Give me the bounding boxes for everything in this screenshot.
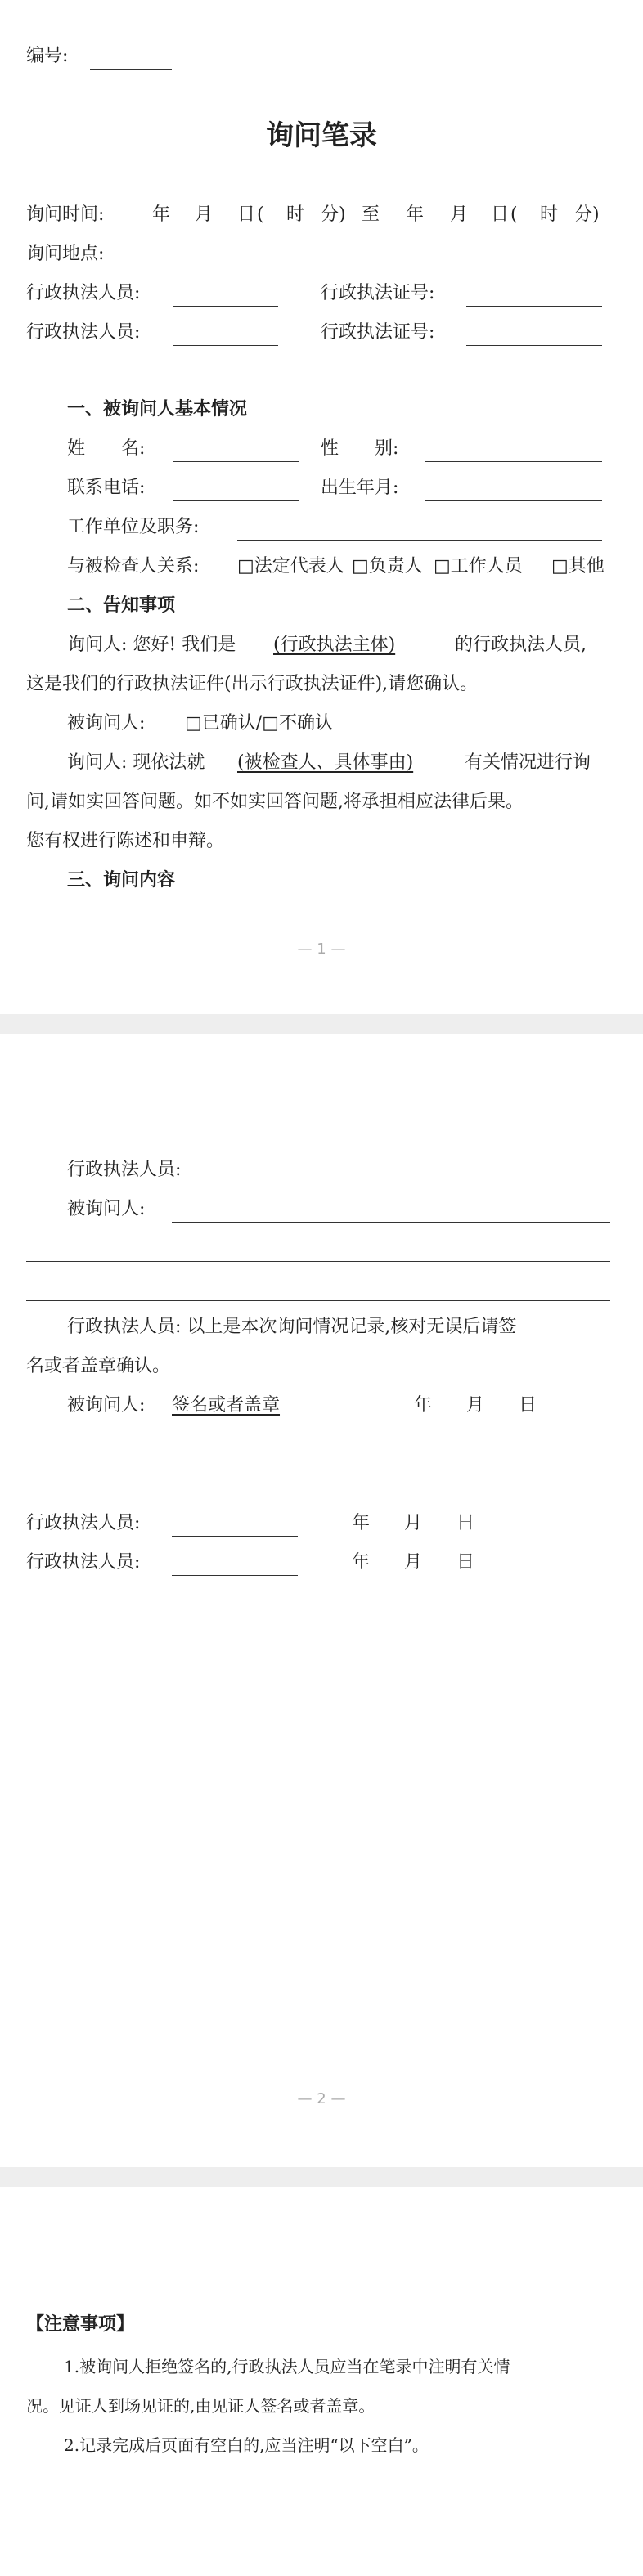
officer-sign-1-month: 月 bbox=[404, 1513, 423, 1533]
page-gap-1 bbox=[0, 1014, 643, 1034]
relation-label: 与被检查人关系: bbox=[67, 556, 200, 577]
page-2-interviewee-field[interactable] bbox=[172, 1222, 610, 1223]
closing-line-1: 行政执法人员: 以上是本次询问情况记录,核对无误后请签 bbox=[67, 1317, 517, 1337]
officer-sign-1-label: 行政执法人员: bbox=[26, 1513, 141, 1533]
start-hour-unit: 时 bbox=[286, 204, 305, 225]
cert-2-label: 行政执法证号: bbox=[321, 322, 435, 343]
page-2-officer-label: 行政执法人员: bbox=[67, 1160, 182, 1180]
page-gap-2 bbox=[0, 2167, 643, 2187]
notice-1-line-2: 这是我们的行政执法证件(出示行政执法证件),请您确认。 bbox=[26, 674, 479, 694]
cert-2-field[interactable] bbox=[466, 345, 602, 346]
page-1 bbox=[0, 0, 643, 1014]
end-day-unit: 日 bbox=[491, 204, 510, 225]
officer-sign-1-field[interactable] bbox=[172, 1536, 298, 1537]
note-2: 2.记录完成后页面有空白的,应当注明“以下空白”。 bbox=[64, 2435, 429, 2455]
time-to-label: 至 bbox=[362, 204, 380, 225]
page-1-number: — 1 — bbox=[297, 940, 346, 958]
phone-label: 联系电话: bbox=[67, 478, 146, 498]
end-hour-open: ( bbox=[510, 204, 518, 225]
relation-option-manager[interactable]: □负责人 bbox=[352, 556, 423, 577]
relation-option-legal-rep[interactable]: □法定代表人 bbox=[237, 556, 344, 577]
end-year-unit: 年 bbox=[406, 204, 425, 225]
start-month-unit: 月 bbox=[195, 204, 214, 225]
officer-sign-2-label: 行政执法人员: bbox=[26, 1552, 141, 1573]
work-label: 工作单位及职务: bbox=[67, 517, 200, 537]
blank-line-2[interactable] bbox=[26, 1300, 610, 1301]
section-1-heading: 一、被询问人基本情况 bbox=[67, 399, 248, 420]
closing-line-2: 名或者盖章确认。 bbox=[26, 1356, 171, 1376]
notice-2-suffix: 有关情况进行询 bbox=[465, 752, 591, 773]
page-title: 询问笔录 bbox=[266, 119, 377, 152]
page-2-number: — 2 — bbox=[297, 2090, 346, 2107]
notice-2-line-2: 问,请如实回答问题。如不如实回答问题,将承担相应法律后果。 bbox=[26, 792, 524, 812]
page-2 bbox=[0, 1034, 643, 2167]
section-3-heading: 三、询问内容 bbox=[67, 870, 176, 891]
sign-date-year: 年 bbox=[414, 1395, 433, 1416]
sign-field[interactable]: 签名或者盖章 bbox=[172, 1395, 281, 1416]
notes-title: 【注意事项】 bbox=[26, 2314, 135, 2335]
note-1-line-2: 况。见证人到场见证的,由见证人签名或者盖章。 bbox=[26, 2396, 375, 2416]
notice-1-subject: (行政执法主体) bbox=[273, 635, 396, 655]
phone-field[interactable] bbox=[173, 500, 299, 501]
blank-line-1[interactable] bbox=[26, 1261, 610, 1262]
end-hour-unit: 时 bbox=[540, 204, 559, 225]
confirm-options[interactable]: □已确认/□不确认 bbox=[185, 713, 333, 734]
section-2-heading: 二、告知事项 bbox=[67, 595, 176, 616]
notice-2-line-3: 您有权进行陈述和申辩。 bbox=[26, 831, 225, 851]
cert-1-label: 行政执法证号: bbox=[321, 283, 435, 303]
start-year-unit: 年 bbox=[152, 204, 171, 225]
notice-1-prefix: 询问人: 您好! 我们是 bbox=[67, 635, 236, 655]
sign-label: 被询问人: bbox=[67, 1395, 146, 1416]
name-label: 姓 名: bbox=[67, 438, 146, 459]
notice-2-prefix: 询问人: 现依法就 bbox=[67, 752, 205, 773]
serial-label: 编号: bbox=[26, 46, 69, 66]
relation-option-staff[interactable]: □工作人员 bbox=[434, 556, 523, 577]
start-hour-open: ( bbox=[257, 204, 264, 225]
officer-sign-2-year: 年 bbox=[352, 1552, 371, 1573]
interview-place-label: 询问地点: bbox=[26, 244, 105, 264]
sign-date-month: 月 bbox=[466, 1395, 485, 1416]
relation-option-other[interactable]: □其他 bbox=[551, 556, 605, 577]
sign-date-day: 日 bbox=[519, 1395, 537, 1416]
officer-2-field[interactable] bbox=[173, 345, 278, 346]
end-minute-unit: 分) bbox=[574, 204, 600, 225]
officer-1-label: 行政执法人员: bbox=[26, 283, 141, 303]
start-day-unit: 日 bbox=[237, 204, 256, 225]
notice-1-suffix: 的行政执法人员, bbox=[455, 635, 587, 655]
page-2-interviewee-label: 被询问人: bbox=[67, 1199, 146, 1219]
gender-field[interactable] bbox=[425, 461, 602, 462]
work-field[interactable] bbox=[237, 540, 602, 541]
officer-sign-1-day: 日 bbox=[456, 1513, 475, 1533]
interview-time-label: 询问时间: bbox=[26, 204, 105, 225]
officer-sign-1-year: 年 bbox=[352, 1513, 371, 1533]
officer-2-label: 行政执法人员: bbox=[26, 322, 141, 343]
birth-label: 出生年月: bbox=[321, 478, 399, 498]
officer-sign-2-month: 月 bbox=[404, 1552, 423, 1573]
name-field[interactable] bbox=[173, 461, 299, 462]
birth-field[interactable] bbox=[425, 500, 602, 501]
gender-label: 性 别: bbox=[321, 438, 399, 459]
note-1-line-1: 1.被询问人拒绝签名的,行政执法人员应当在笔录中注明有关情 bbox=[64, 2357, 510, 2376]
officer-sign-2-day: 日 bbox=[456, 1552, 475, 1573]
end-month-unit: 月 bbox=[450, 204, 469, 225]
officer-1-field[interactable] bbox=[173, 306, 278, 307]
officer-sign-2-field[interactable] bbox=[172, 1575, 298, 1576]
confirm-label: 被询问人: bbox=[67, 713, 146, 734]
cert-1-field[interactable] bbox=[466, 306, 602, 307]
notice-2-subject: (被检查人、具体事由) bbox=[237, 752, 414, 773]
page-3 bbox=[0, 2187, 643, 2576]
serial-field[interactable] bbox=[90, 69, 172, 70]
start-minute-unit: 分) bbox=[321, 204, 346, 225]
